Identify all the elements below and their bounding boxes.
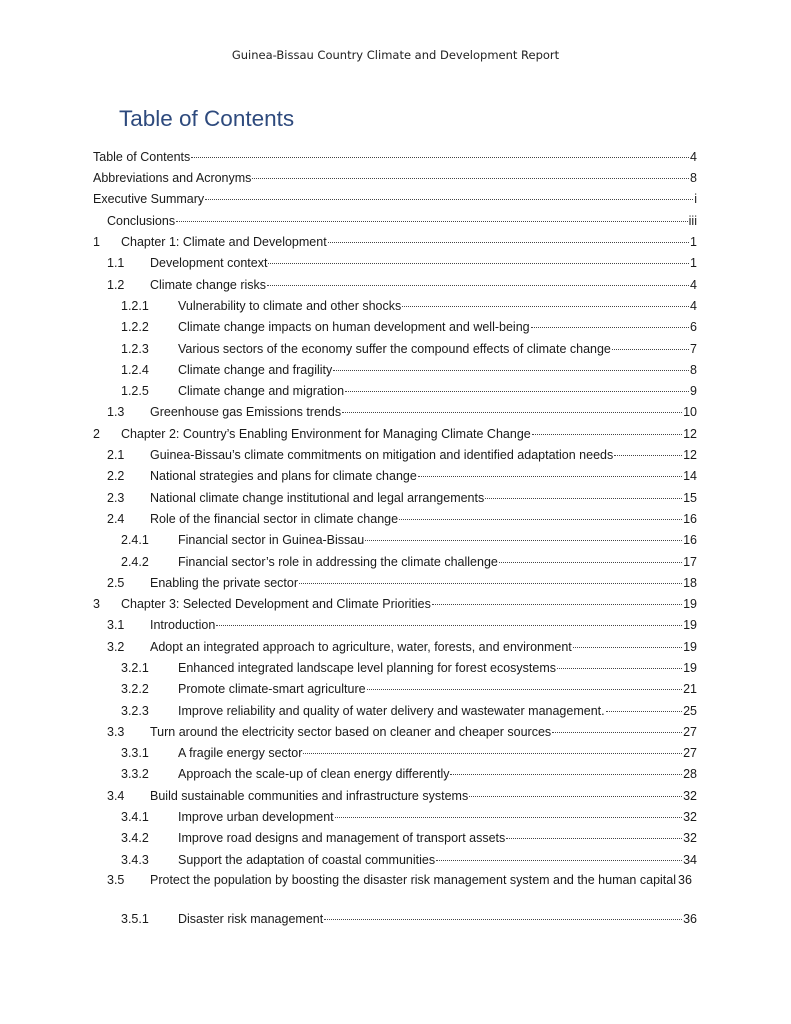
toc-entry-number: 2.4.2 xyxy=(121,555,149,569)
toc-entry-page: 34 xyxy=(683,853,697,867)
dot-leader xyxy=(557,667,682,669)
toc-entry-number: 3.2 xyxy=(107,640,125,654)
toc-entry-page: 4 xyxy=(690,150,697,164)
toc-entry-title: National strategies and plans for climate change xyxy=(150,469,417,483)
toc-entry[interactable] xyxy=(107,575,697,591)
dot-leader xyxy=(191,156,689,158)
toc-entry[interactable] xyxy=(121,852,697,868)
toc-entry-title: Financial sector’s role in addressing the climate challenge xyxy=(178,555,498,569)
dot-leader xyxy=(367,688,683,690)
toc-entry[interactable] xyxy=(107,639,697,655)
toc-entry-page: 32 xyxy=(683,810,697,824)
toc-entry-title: Table of Contents xyxy=(93,150,191,164)
toc-entry-title: Various sectors of the economy suffer the compound effects of climate change xyxy=(178,342,611,356)
toc-entry-number: 3.2.3 xyxy=(121,704,149,718)
toc-entry-page: 14 xyxy=(683,469,697,483)
toc-entry-title: Improve urban development xyxy=(178,810,334,824)
toc-entry-number: 3.1 xyxy=(107,618,125,632)
toc-entry-page: 16 xyxy=(683,512,697,526)
toc-entry-title: Chapter 1: Climate and Development xyxy=(121,235,327,249)
toc-entry[interactable] xyxy=(107,788,697,804)
dot-leader xyxy=(499,561,682,563)
toc-entry[interactable] xyxy=(93,149,697,165)
dot-leader xyxy=(328,241,689,243)
toc-entry-title: Approach the scale-up of clean energy differently xyxy=(178,767,450,781)
dot-leader xyxy=(345,390,689,392)
toc-entry[interactable] xyxy=(107,617,697,633)
toc-entry-title: Role of the financial sector in climate change xyxy=(150,512,399,526)
toc-entry-title: Build sustainable communities and infrastructure systems xyxy=(150,789,469,803)
toc-entry-number: 3.3 xyxy=(107,725,125,739)
toc-entry[interactable] xyxy=(121,703,697,719)
toc-entry-page: 27 xyxy=(683,725,697,739)
toc-entry-page: 10 xyxy=(683,405,697,419)
dot-leader xyxy=(436,859,682,861)
dot-leader xyxy=(402,305,689,307)
dot-leader xyxy=(335,816,682,818)
toc-entry[interactable] xyxy=(121,660,697,676)
toc-entry-page: 19 xyxy=(683,618,697,632)
toc-entry-title: Enabling the private sector xyxy=(150,576,299,590)
toc-entry-number: 3.3.2 xyxy=(121,767,149,781)
toc-entry-page: 28 xyxy=(683,767,697,781)
toc-entry-title: National climate change institutional and legal arrangements xyxy=(150,491,485,505)
toc-entry-title: Greenhouse gas Emissions trends xyxy=(150,405,342,419)
toc-entry[interactable] xyxy=(121,681,697,697)
toc-entry-title: Guinea-Bissau’s climate commitments on mitigation and identified adaptation needs xyxy=(150,448,614,462)
toc-entry[interactable] xyxy=(121,766,697,782)
toc-entry-page: 36 xyxy=(678,873,692,887)
toc-entry[interactable] xyxy=(107,404,697,420)
toc-entry-number: 3.3.1 xyxy=(121,746,149,760)
toc-entry[interactable] xyxy=(121,745,697,761)
dot-leader xyxy=(469,795,682,797)
toc-entry-title: Climate change risks xyxy=(150,278,267,292)
toc-entry-page: 6 xyxy=(690,320,697,334)
toc-entry-title: Vulnerability to climate and other shocks xyxy=(178,299,402,313)
dot-leader xyxy=(176,220,688,222)
toc-entry-number: 3.4 xyxy=(107,789,125,803)
toc-entry-number: 2.5 xyxy=(107,576,125,590)
toc-entry-number: 2 xyxy=(93,427,100,441)
toc-entry-page: i xyxy=(694,192,697,206)
toc-entry-number: 2.2 xyxy=(107,469,125,483)
running-header: Guinea-Bissau Country Climate and Development Report xyxy=(231,48,560,62)
dot-leader xyxy=(532,433,682,435)
toc-entry-number: 1.1 xyxy=(107,256,125,270)
toc-entry-number: 1.2.1 xyxy=(121,299,149,313)
toc-entry-page: 19 xyxy=(683,661,697,675)
toc-entry-number: 3.5.1 xyxy=(121,912,149,926)
toc-entry[interactable] xyxy=(93,426,697,442)
toc-entry-page: 25 xyxy=(683,704,697,718)
dot-leader xyxy=(552,731,682,733)
toc-entry-page: 4 xyxy=(690,278,697,292)
toc-entry-title: Development context xyxy=(150,256,268,270)
toc-entry-number: 1.2.3 xyxy=(121,342,149,356)
toc-entry-title: A fragile energy sector xyxy=(178,746,303,760)
toc-entry[interactable] xyxy=(121,383,697,399)
dot-leader xyxy=(450,773,682,775)
toc-entry-number: 3.4.1 xyxy=(121,810,149,824)
toc-entry-number: 1.2.2 xyxy=(121,320,149,334)
dot-leader xyxy=(324,918,682,920)
toc-entry[interactable] xyxy=(93,170,697,186)
toc-entry[interactable] xyxy=(107,872,692,889)
dot-leader xyxy=(216,624,682,626)
dot-leader xyxy=(252,177,689,179)
dot-leader xyxy=(399,518,682,520)
toc-entry-number: 3.4.3 xyxy=(121,853,149,867)
toc-entry-title: Improve road designs and management of transport assets xyxy=(178,831,506,845)
toc-entry-page: 19 xyxy=(683,640,697,654)
toc-entry[interactable] xyxy=(107,511,697,527)
dot-leader xyxy=(205,198,693,200)
dot-leader xyxy=(531,326,689,328)
toc-entry-number: 3.2.2 xyxy=(121,682,149,696)
toc-entry[interactable] xyxy=(121,362,697,378)
toc-entry-page: 21 xyxy=(683,682,697,696)
toc-entry-title: Executive Summary xyxy=(93,192,205,206)
toc-entry-page: 7 xyxy=(690,342,697,356)
toc-entry-title: Protect the population by boosting the disaster risk management system and the human capital xyxy=(150,873,676,887)
toc-entry-page: 1 xyxy=(690,256,697,270)
toc-entry[interactable] xyxy=(107,490,697,506)
toc-entry-page: 12 xyxy=(683,427,697,441)
toc-entry-number: 2.4 xyxy=(107,512,125,526)
dot-leader xyxy=(614,454,682,456)
toc-entry-page: iii xyxy=(688,214,697,228)
toc-entry[interactable] xyxy=(121,809,697,825)
page-title: Table of Contents xyxy=(119,106,295,131)
toc-entry-title: Chapter 3: Selected Development and Climate Priorities xyxy=(121,597,431,611)
toc-entry-page: 8 xyxy=(690,171,697,185)
toc-entry-number: 1.2.5 xyxy=(121,384,149,398)
toc-entry-number: 3.5 xyxy=(107,873,125,887)
toc-entry-number: 2.3 xyxy=(107,491,125,505)
dot-leader xyxy=(268,262,689,264)
toc-entry-title: Enhanced integrated landscape level planning for forest ecosystems xyxy=(178,661,557,675)
toc-entry[interactable] xyxy=(121,911,697,927)
dot-leader xyxy=(342,411,682,413)
toc-entry-number: 3.4.2 xyxy=(121,831,149,845)
toc-entry-page: 8 xyxy=(690,363,697,377)
toc-entry[interactable] xyxy=(121,532,697,548)
toc-entry-number: 3 xyxy=(93,597,100,611)
toc-entry-page: 32 xyxy=(683,831,697,845)
dot-leader xyxy=(303,752,682,754)
toc-entry-number: 1 xyxy=(93,235,100,249)
toc-entry-page: 12 xyxy=(683,448,697,462)
toc-entry-title: Adopt an integrated approach to agriculture, water, forests, and environment xyxy=(150,640,572,654)
dot-leader xyxy=(299,582,682,584)
toc-entry-number: 1.3 xyxy=(107,405,125,419)
toc-entry[interactable] xyxy=(107,447,697,463)
toc-entry-title: Climate change impacts on human development and well-being xyxy=(178,320,530,334)
toc-entry-page: 19 xyxy=(683,597,697,611)
toc-entry[interactable] xyxy=(93,191,697,207)
toc-entry-title: Climate change and migration xyxy=(178,384,345,398)
dot-leader xyxy=(333,369,689,371)
toc-entry[interactable] xyxy=(93,234,697,250)
dot-leader xyxy=(606,710,682,712)
dot-leader xyxy=(418,475,682,477)
toc-entry-page: 18 xyxy=(683,576,697,590)
toc-entry-number: 1.2.4 xyxy=(121,363,149,377)
toc-entry-title: Financial sector in Guinea-Bissau xyxy=(178,533,365,547)
toc-entry-number: 2.1 xyxy=(107,448,125,462)
toc-entry[interactable] xyxy=(121,554,697,570)
dot-leader xyxy=(365,539,682,541)
toc-entry-number: 2.4.1 xyxy=(121,533,149,547)
toc-entry[interactable] xyxy=(107,255,697,271)
dot-leader xyxy=(485,497,682,499)
toc-entry-title: Turn around the electricity sector based on cleaner and cheaper sources xyxy=(150,725,552,739)
toc-entry[interactable] xyxy=(107,724,697,740)
dot-leader xyxy=(432,603,682,605)
toc-entry-title: Abbreviations and Acronyms xyxy=(93,171,252,185)
dot-leader xyxy=(267,284,689,286)
toc-entry-title: Promote climate-smart agriculture xyxy=(178,682,366,696)
toc-entry[interactable] xyxy=(107,213,697,229)
dot-leader xyxy=(612,348,689,350)
dot-leader xyxy=(573,646,682,648)
toc-entry-page: 17 xyxy=(683,555,697,569)
toc-entry[interactable] xyxy=(121,341,697,357)
toc-entry-title: Climate change and fragility xyxy=(178,363,333,377)
toc-entry-page: 4 xyxy=(690,299,697,313)
toc-entry-page: 32 xyxy=(683,789,697,803)
toc-entry-number: 1.2 xyxy=(107,278,125,292)
toc-entry[interactable] xyxy=(107,277,697,293)
toc-entry-title: Introduction xyxy=(150,618,216,632)
toc-entry[interactable] xyxy=(121,319,697,335)
toc-entry-page: 27 xyxy=(683,746,697,760)
toc-entry-title: Support the adaptation of coastal communities xyxy=(178,853,436,867)
toc-entry[interactable] xyxy=(93,596,697,612)
toc-entry[interactable] xyxy=(121,298,697,314)
toc-entry[interactable] xyxy=(107,468,697,484)
toc-entry-page: 1 xyxy=(690,235,697,249)
toc-entry-number: 3.2.1 xyxy=(121,661,149,675)
toc-entry-page: 15 xyxy=(683,491,697,505)
toc-entry[interactable] xyxy=(121,830,697,846)
toc-entry-title: Chapter 2: Country’s Enabling Environment for Managing Climate Change xyxy=(121,427,531,441)
toc-entry-title: Conclusions xyxy=(107,214,176,228)
toc-entry-page: 16 xyxy=(683,533,697,547)
toc-entry-page: 36 xyxy=(683,912,697,926)
dot-leader xyxy=(506,837,682,839)
toc-entry-title: Disaster risk management xyxy=(178,912,324,926)
toc-entry-page: 9 xyxy=(690,384,697,398)
toc-entry-title: Improve reliability and quality of water delivery and wastewater management. xyxy=(178,704,605,718)
